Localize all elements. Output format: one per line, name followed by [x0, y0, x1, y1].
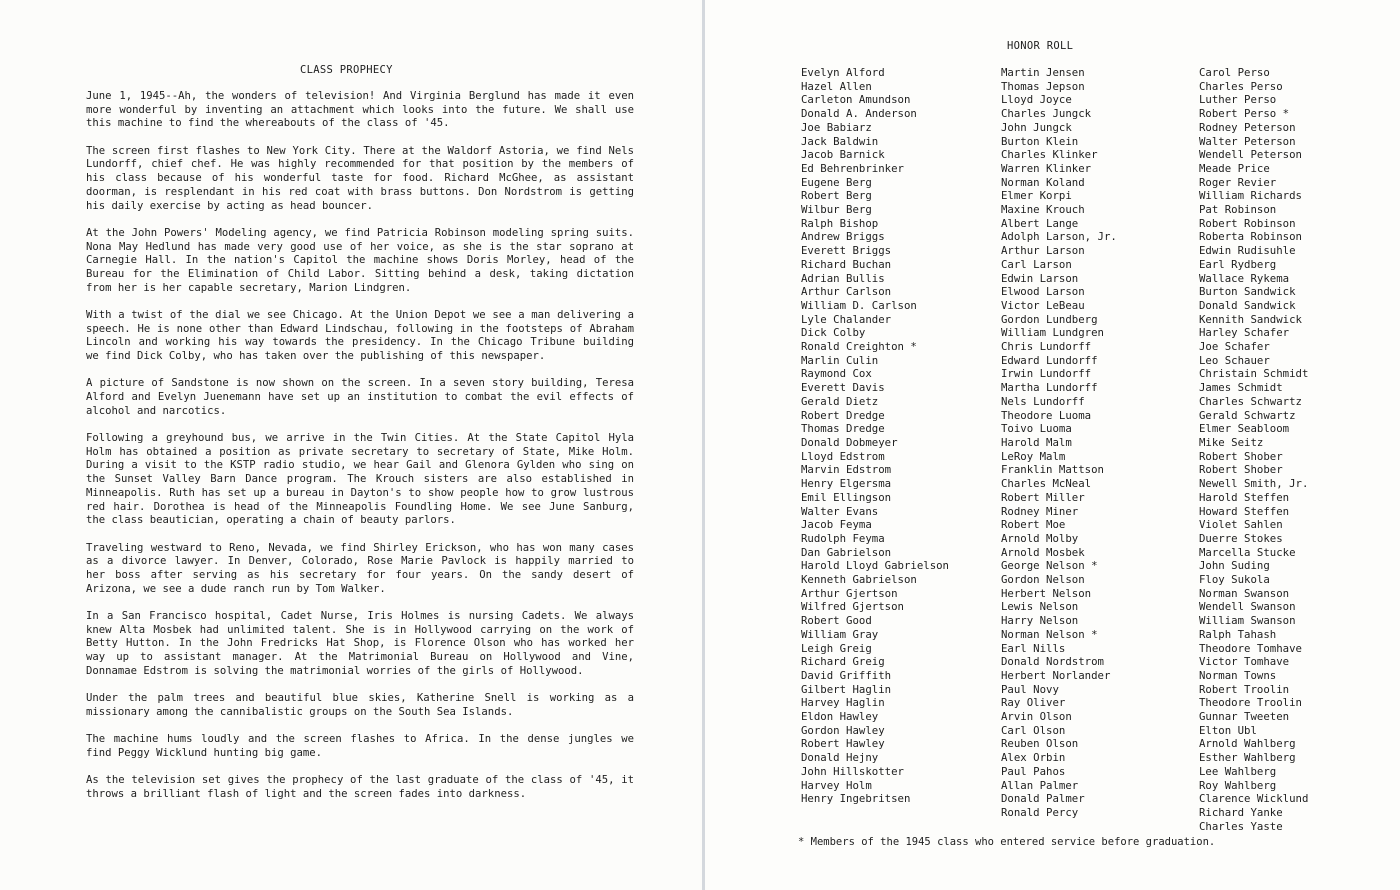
honor-roll-name: Lyle Chalander: [801, 312, 892, 326]
honor-roll-name: Lloyd Edstrom: [801, 449, 885, 463]
honor-roll-name: Robert Moe: [1001, 518, 1066, 532]
honor-roll-name: Ronald Creighton *: [801, 340, 917, 354]
honor-roll-name: Robert Dredge: [801, 408, 885, 422]
honor-roll-name: Arnold Molby: [1001, 531, 1079, 545]
honor-roll-name: Dick Colby: [801, 326, 866, 340]
honor-roll-name: Harold Steffen: [1199, 490, 1290, 504]
honor-roll-name: Elmer Korpi: [1001, 189, 1072, 203]
honor-roll-name: Meade Price: [1199, 161, 1270, 175]
honor-roll-name: Carol Perso: [1199, 66, 1270, 79]
honor-roll-name: Robert Berg: [801, 189, 872, 203]
honor-roll-name: Harvey Holm: [801, 778, 872, 792]
honor-roll-name: Kenneth Gabrielson: [801, 573, 917, 587]
honor-roll-name: Albert Lange: [1001, 216, 1079, 230]
honor-roll-name: Roy Wahlberg: [1199, 778, 1277, 792]
honor-roll-column-2: [1001, 66, 1117, 820]
honor-roll-name: Theodore Luoma: [1001, 408, 1092, 422]
honor-roll-name: Thomas Jepson: [1001, 79, 1085, 93]
honor-roll-name: Jack Baldwin: [801, 134, 879, 148]
honor-roll-name: Arthur Larson: [1001, 244, 1085, 258]
honor-roll-footnote: * Members of the 1945 class who entered service before graduation.: [798, 836, 1216, 848]
honor-roll-name: Jacob Barnick: [801, 148, 885, 162]
honor-roll-name: Pat Robinson: [1199, 203, 1277, 217]
honor-roll-name: Henry Elgersma: [801, 477, 892, 491]
honor-roll-name: Violet Sahlen: [1199, 518, 1283, 532]
prophecy-paragraph: At the John Powers' Modeling agency, we find Patricia Robinson modeling spring suits. Nona May Hedlund has made very good use of her voice, as she is the star soprano at Carnegie Hall. In the nation's Capitol the machine shows Doris Morley, head of the Bureau for the Elimination of Child Labor. Sitting behind a desk, taking dictation from her is her capable secretary, Marion Lindgren.: [86, 226, 634, 294]
honor-roll-name: Arvin Olson: [1001, 710, 1072, 724]
honor-roll-name: Gordon Hawley: [801, 723, 885, 737]
honor-roll-name: John Jungck: [1001, 120, 1072, 134]
honor-roll-name: Harley Schafer: [1199, 326, 1290, 340]
honor-roll-title: HONOR ROLL: [1007, 40, 1074, 52]
honor-roll-name: Marlin Culin: [801, 353, 879, 367]
honor-roll-name: Alex Orbin: [1001, 751, 1066, 765]
prophecy-paragraph: June 1, 1945--Ah, the wonders of television! And Virginia Berglund has made it even more wonderful by inventing an attachment which looks into the future. We shall use this machine to find the whereabouts of the class of '45.: [86, 90, 634, 130]
honor-roll-name: Howard Steffen: [1199, 504, 1290, 518]
honor-roll-name: Dan Gabrielson: [801, 545, 892, 559]
honor-roll-name: LeRoy Malm: [1001, 449, 1066, 463]
honor-roll-name: Mike Seitz: [1199, 435, 1264, 449]
honor-roll-name: Robert Perso *: [1199, 107, 1290, 121]
honor-roll-name: William D. Carlson: [801, 298, 917, 312]
honor-roll-name: William Richards: [1199, 189, 1302, 203]
honor-roll-name: Henry Ingebritsen: [801, 792, 911, 806]
honor-roll-name: Theodore Tomhave: [1199, 641, 1302, 655]
honor-roll-name: Carl Larson: [1001, 257, 1072, 271]
honor-roll-name: Newell Smith, Jr.: [1199, 477, 1309, 491]
honor-roll-name: Ronald Percy: [1001, 805, 1079, 819]
honor-roll-name: Arnold Wahlberg: [1199, 737, 1296, 751]
honor-roll-name: Donald A. Anderson: [801, 107, 917, 121]
honor-roll-name: Clarence Wicklund: [1199, 792, 1309, 806]
prophecy-paragraph: Under the palm trees and beautiful blue skies, Katherine Snell is working as a missionary among the cannibalistic groups on the South Sea Islands.: [86, 692, 634, 718]
honor-roll-name: Rodney Peterson: [1199, 120, 1296, 134]
honor-roll-column-3: [1199, 66, 1308, 833]
honor-roll-name: Robert Shober: [1199, 449, 1283, 463]
honor-roll-page: [705, 0, 1400, 890]
honor-roll-name: Irwin Lundorff: [1001, 367, 1092, 381]
honor-roll-name: Ed Behrenbrinker: [801, 161, 904, 175]
honor-roll-name: James Schmidt: [1199, 381, 1283, 395]
honor-roll-name: Earl Nills: [1001, 641, 1066, 655]
honor-roll-name: Ray Oliver: [1001, 696, 1066, 710]
honor-roll-name: Roberta Robinson: [1199, 230, 1302, 244]
honor-roll-name: Herbert Nelson: [1001, 586, 1092, 600]
honor-roll-name: Maxine Krouch: [1001, 203, 1085, 217]
honor-roll-name: Burton Sandwick: [1199, 285, 1296, 299]
honor-roll-name: Eugene Berg: [801, 175, 872, 189]
honor-roll-name: Theodore Troolin: [1199, 696, 1302, 710]
honor-roll-name: John Suding: [1199, 559, 1270, 573]
honor-roll-name: Burton Klein: [1001, 134, 1079, 148]
honor-roll-name: Raymond Cox: [801, 367, 872, 381]
honor-roll-name: Edwin Larson: [1001, 271, 1079, 285]
honor-roll-name: Robert Robinson: [1199, 216, 1296, 230]
honor-roll-name: Elwood Larson: [1001, 285, 1085, 299]
honor-roll-name: Robert Good: [801, 614, 872, 628]
prophecy-paragraph: Following a greyhound bus, we arrive in the Twin Cities. At the State Capitol Hyla Holm has obtained a position as private secretary to secretary of State, Mike Holm. During a visit to the KSTP radio studio, we hear Gail and Glenora Gylden who sing on the Sunset Valley Barn Dance program. The Krouch sisters are also established in Minneapolis. Ruth has set up a bureau in Dayton's to show people how to grow lustrous red hair. Dorothea is head of the Minneapolis Foundling Home. We see June Sanburg, the class beautician, operating a chain of beauty parlors.: [86, 432, 634, 527]
honor-roll-name: Wilfred Gjertson: [801, 600, 904, 614]
honor-roll-name: Donald Hejny: [801, 751, 879, 765]
honor-roll-name: Norman Nelson *: [1001, 627, 1098, 641]
honor-roll-name: Arthur Gjertson: [801, 586, 898, 600]
honor-roll-name: Gunnar Tweeten: [1199, 710, 1290, 724]
honor-roll-name: Martha Lundorff: [1001, 381, 1098, 395]
honor-roll-name: Norman Swanson: [1199, 586, 1290, 600]
honor-roll-name: Lewis Nelson: [1001, 600, 1079, 614]
honor-roll-name: Herbert Norlander: [1001, 668, 1111, 682]
honor-roll-name: William Swanson: [1199, 614, 1296, 628]
honor-roll-name: Marcella Stucke: [1199, 545, 1296, 559]
honor-roll-name: Chris Lundorff: [1001, 340, 1092, 354]
honor-roll-name: Donald Sandwick: [1199, 298, 1296, 312]
honor-roll-name: Toivo Luoma: [1001, 422, 1072, 436]
honor-roll-name: Charles McNeal: [1001, 477, 1092, 491]
honor-roll-name: Carl Olson: [1001, 723, 1066, 737]
honor-roll-name: Gilbert Haglin: [801, 682, 892, 696]
honor-roll-name: Allan Palmer: [1001, 778, 1079, 792]
honor-roll-name: Everett Briggs: [801, 244, 892, 258]
honor-roll-name: Leo Schauer: [1199, 353, 1270, 367]
honor-roll-name: Arthur Carlson: [801, 285, 892, 299]
honor-roll-name: Gerald Dietz: [801, 394, 879, 408]
honor-roll-name: Joe Schafer: [1199, 340, 1270, 354]
honor-roll-name: Harry Nelson: [1001, 614, 1079, 628]
honor-roll-name: Kennith Sandwick: [1199, 312, 1302, 326]
honor-roll-name: Martin Jensen: [1001, 66, 1085, 79]
honor-roll-column-1: [801, 66, 949, 806]
prophecy-paragraph: The machine hums loudly and the screen flashes to Africa. In the dense jungles we find Peggy Wicklund hunting big game.: [86, 733, 634, 759]
honor-roll-name: Elmer Seabloom: [1199, 422, 1290, 436]
honor-roll-name: Joe Babiarz: [801, 120, 872, 134]
honor-roll-name: Arnold Mosbek: [1001, 545, 1085, 559]
prophecy-paragraph: With a twist of the dial we see Chicago. At the Union Depot we see a man delivering a speech. He is none other than Edward Lindschau, following in the footsteps of Abraham Lincoln and working his way towards the presidency. In the Chicago Tribune building we find Dick Colby, who has taken over the publishing of this newspaper.: [86, 308, 634, 363]
class-prophecy-body: [86, 90, 634, 815]
honor-roll-name: Gordon Nelson: [1001, 573, 1085, 587]
honor-roll-name: Norman Towns: [1199, 668, 1277, 682]
honor-roll-name: Emil Ellingson: [801, 490, 892, 504]
honor-roll-name: Warren Klinker: [1001, 161, 1092, 175]
honor-roll-name: Adrian Bullis: [801, 271, 885, 285]
honor-roll-name: Rudolph Feyma: [801, 531, 885, 545]
honor-roll-name: Walter Peterson: [1199, 134, 1296, 148]
honor-roll-name: Robert Hawley: [801, 737, 885, 751]
honor-roll-name: Nels Lundorff: [1001, 394, 1085, 408]
honor-roll-name: Lloyd Joyce: [1001, 93, 1072, 107]
honor-roll-name: Carleton Amundson: [801, 93, 911, 107]
honor-roll-name: Richard Buchan: [801, 257, 892, 271]
honor-roll-name: Roger Revier: [1199, 175, 1277, 189]
honor-roll-name: Duerre Stokes: [1199, 531, 1283, 545]
honor-roll-name: Franklin Mattson: [1001, 463, 1104, 477]
honor-roll-name: Wendell Peterson: [1199, 148, 1302, 162]
honor-roll-name: Rodney Miner: [1001, 504, 1079, 518]
honor-roll-name: Hazel Allen: [801, 79, 872, 93]
honor-roll-name: William Lundgren: [1001, 326, 1104, 340]
class-prophecy-title: CLASS PROPHECY: [300, 64, 393, 76]
honor-roll-name: Gerald Schwartz: [1199, 408, 1296, 422]
honor-roll-name: Edwin Rudisuhle: [1199, 244, 1296, 258]
prophecy-paragraph: Traveling westward to Reno, Nevada, we find Shirley Erickson, who has won many cases as a divorce lawyer. In Denver, Colorado, Rose Marie Pavlock is happily married to her boss after serving as his secretary for four years. On the sandy desert of Arizona, we see a dude ranch run by Tom Walker.: [86, 541, 634, 595]
honor-roll-name: Eldon Hawley: [801, 710, 879, 724]
honor-roll-name: Harold Malm: [1001, 435, 1072, 449]
honor-roll-name: Edward Lundorff: [1001, 353, 1098, 367]
honor-roll-name: Luther Perso: [1199, 93, 1277, 107]
honor-roll-name: Richard Greig: [801, 655, 885, 669]
honor-roll-name: Ralph Tahash: [1199, 627, 1277, 641]
honor-roll-name: Evelyn Alford: [801, 66, 885, 79]
honor-roll-name: Norman Koland: [1001, 175, 1085, 189]
honor-roll-name: Earl Rydberg: [1199, 257, 1277, 271]
honor-roll-name: Charles Schwartz: [1199, 394, 1302, 408]
honor-roll-name: Esther Wahlberg: [1199, 751, 1296, 765]
prophecy-paragraph: The screen first flashes to New York City. There at the Waldorf Astoria, we find Nels Lundorff, chief chef. He was highly recommended for that position by the members of his class because of his wonderful taste for food. Richard McGhee, as assistant doorman, is resplendant in his red coat with brass buttons. Don Nordstrom is getting his daily exercise by acting as head bouncer.: [86, 144, 634, 212]
honor-roll-name: Elton Ubl: [1199, 723, 1257, 737]
honor-roll-name: Paul Pahos: [1001, 764, 1066, 778]
prophecy-paragraph: As the television set gives the prophecy of the last graduate of the class of '45, it throws a brilliant flash of light and the screen fades into darkness.: [86, 774, 634, 800]
honor-roll-name: Richard Yanke: [1199, 805, 1283, 819]
honor-roll-name: Charles Yaste: [1199, 819, 1283, 833]
honor-roll-name: Charles Jungck: [1001, 107, 1092, 121]
honor-roll-name: Wendell Swanson: [1199, 600, 1296, 614]
honor-roll-name: Robert Troolin: [1199, 682, 1290, 696]
honor-roll-name: John Hillskotter: [801, 764, 904, 778]
honor-roll-name: Robert Shober: [1199, 463, 1283, 477]
honor-roll-name: Harvey Haglin: [801, 696, 885, 710]
honor-roll-name: Everett Davis: [801, 381, 885, 395]
honor-roll-name: Gordon Lundberg: [1001, 312, 1098, 326]
prophecy-paragraph: In a San Francisco hospital, Cadet Nurse, Iris Holmes is nursing Cadets. We always knew Alta Mosbek had unlimited talent. She is in Hollywood carrying on the work of Betty Hutton. In the John Fredricks Hat Shop, is Florence Olson who has worked her way up to assistant manager. At the Matrimonial Bureau on Hollywood and Vine, Donnamae Edstrom is solving the matrimonial worries of the girls of Hollywood.: [86, 609, 634, 677]
honor-roll-name: Andrew Briggs: [801, 230, 885, 244]
honor-roll-name: Leigh Greig: [801, 641, 872, 655]
honor-roll-name: Jacob Feyma: [801, 518, 872, 532]
honor-roll-name: Christain Schmidt: [1199, 367, 1309, 381]
prophecy-paragraph: A picture of Sandstone is now shown on the screen. In a seven story building, Teresa Alford and Evelyn Juenemann have set up an institution to combat the evil effects of alcohol and narcotics.: [86, 377, 634, 417]
honor-roll-name: David Griffith: [801, 668, 892, 682]
honor-roll-name: Wilbur Berg: [801, 203, 872, 217]
honor-roll-name: Charles Klinker: [1001, 148, 1098, 162]
honor-roll-name: Wallace Rykema: [1199, 271, 1290, 285]
honor-roll-name: Robert Miller: [1001, 490, 1085, 504]
honor-roll-name: Thomas Dredge: [801, 422, 885, 436]
honor-roll-name: Victor LeBeau: [1001, 298, 1085, 312]
honor-roll-name: Harold Lloyd Gabrielson: [801, 559, 949, 573]
honor-roll-name: Walter Evans: [801, 504, 879, 518]
honor-roll-name: Adolph Larson, Jr.: [1001, 230, 1117, 244]
honor-roll-name: Marvin Edstrom: [801, 463, 892, 477]
honor-roll-name: Charles Perso: [1199, 79, 1283, 93]
honor-roll-name: Donald Nordstrom: [1001, 655, 1104, 669]
honor-roll-name: Donald Dobmeyer: [801, 435, 898, 449]
honor-roll-name: Floy Sukola: [1199, 573, 1270, 587]
honor-roll-name: Donald Palmer: [1001, 792, 1085, 806]
honor-roll-name: William Gray: [801, 627, 879, 641]
honor-roll-name: Victor Tomhave: [1199, 655, 1290, 669]
honor-roll-name: Ralph Bishop: [801, 216, 879, 230]
honor-roll-name: Paul Novy: [1001, 682, 1059, 696]
honor-roll-name: Lee Wahlberg: [1199, 764, 1277, 778]
honor-roll-name: George Nelson *: [1001, 559, 1098, 573]
honor-roll-name: Reuben Olson: [1001, 737, 1079, 751]
